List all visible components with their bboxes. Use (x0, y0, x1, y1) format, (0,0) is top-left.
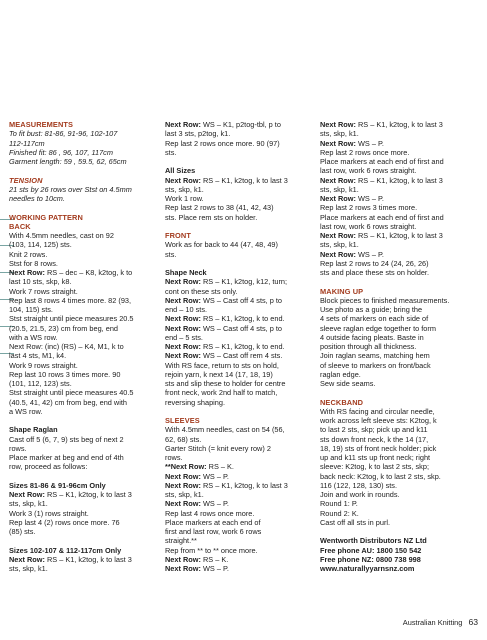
instruction-line (9, 379, 155, 388)
instruction-line (165, 277, 313, 286)
back-instructions (9, 231, 155, 416)
instruction-line (9, 518, 155, 527)
row-text: WS – P. (200, 471, 229, 481)
instruction-line: Work as for back to 44 (47, 48, 49) (165, 240, 278, 250)
row-text: Rep from ** to ** once more. (165, 545, 258, 555)
row-label: Next Row: (320, 175, 356, 185)
instruction-line (165, 398, 313, 407)
row-label: Next Row: (165, 175, 201, 185)
instruction-line (165, 499, 313, 508)
making-up-heading: MAKING UP (320, 286, 364, 296)
row-text: (85) sts. (9, 527, 36, 536)
row-text: sts, skp, k1. (320, 240, 359, 250)
shape-neck-instructions (165, 277, 313, 407)
row-text: WS – Cast off 4 sts, p to (200, 295, 282, 305)
row-text: With RS face, return to sts on hold, (165, 360, 279, 370)
instruction-line (9, 361, 155, 370)
neckband-instructions (320, 407, 478, 527)
row-text: WS – Cast off 4 sts, p to (200, 323, 282, 333)
distributor-name: Wentworth Distributors NZ Ltd (320, 536, 427, 546)
instruction-line: Round 2: K. (320, 508, 359, 518)
row-text: WS – P. (355, 249, 384, 259)
sleeves-heading: SLEEVES (165, 416, 200, 425)
shape-neck-heading: Shape Neck (165, 268, 207, 277)
magazine-name: Australian Knitting (402, 618, 463, 627)
row-text: Next Row: (inc) (RS) – K4, M1, k to (9, 342, 124, 351)
instruction-line (9, 370, 155, 379)
instruction-line: 4 sets of markers on each side of (320, 314, 429, 324)
instruction-line: up and k11 sts up front neck; right (320, 453, 431, 462)
instruction-line: 116 (122, 128, 130) sts. (320, 480, 398, 490)
instruction-line: sts. (165, 249, 177, 259)
front-heading: FRONT (165, 231, 191, 240)
row-text: RS – K. (206, 462, 234, 472)
instruction-line: Block pieces to finished measurements. (320, 295, 450, 305)
row-text: Garter Stitch (= knit every row) 2 (165, 443, 271, 453)
instruction-line: to last 2 sts, skp; pick up and k11 (320, 425, 428, 435)
tension-line: 21 sts by 26 rows over Stst on 4.5mm (9, 184, 132, 194)
sizes-small-heading: Sizes 81-86 & 91-96cm Only (9, 480, 106, 490)
instruction-line (165, 462, 313, 471)
instruction-line: rows. (9, 443, 27, 453)
sleeves-continued (320, 120, 478, 277)
instruction-line (165, 490, 313, 499)
working-pattern-heading: WORKING PATTERN (9, 212, 83, 222)
row-text: sts, skp, k1. (9, 564, 48, 573)
row-text: end – 10 sts. (165, 305, 208, 314)
instruction-line (165, 120, 313, 129)
instruction-line: With RS facing and circular needle, (320, 406, 435, 416)
page-number: 63 (468, 617, 478, 627)
row-text: WS – P. (200, 564, 229, 573)
row-text: Work 9 rows straight. (9, 360, 78, 370)
row-text: Rep last 2 rows to 24 (24, 26, 26) (320, 258, 429, 268)
instruction-line (320, 129, 478, 138)
row-label: Next Row: (320, 194, 356, 203)
instruction-line (165, 444, 313, 453)
instruction-line (165, 148, 313, 157)
instruction-line (9, 324, 155, 333)
instruction-line: of sleeve to markers on front/back (320, 360, 431, 370)
instruction-line (165, 453, 313, 462)
row-text: first and last row, work 6 rows (165, 527, 262, 536)
row-label: **Next Row: (165, 462, 207, 472)
instruction-line (9, 259, 155, 268)
row-text: Rep last 4 rows once more. (165, 508, 255, 518)
instruction-line (320, 139, 478, 148)
row-text: last 4 sts, M1, k4. (9, 351, 67, 361)
instruction-line: Round 1: P. (320, 499, 358, 509)
instruction-line (165, 370, 313, 379)
all-sizes-instructions (165, 176, 313, 222)
instruction-line (320, 268, 478, 277)
instruction-line (9, 305, 155, 314)
neckband-heading: NECKBAND (320, 397, 364, 407)
instruction-line: back neck: K2tog, k to last 2 sts, skp. (320, 471, 441, 481)
row-text: straight.** (165, 536, 197, 546)
row-text: RS – K1, k2tog, k to last 3 (44, 554, 132, 564)
instruction-line (320, 176, 478, 185)
instruction-line: Use photo as a guide; bring the (320, 305, 423, 314)
row-text: (40.5, 41, 42) cm from beg, end with (9, 397, 127, 407)
instruction-line (9, 296, 155, 305)
row-text: (101, 112, 123) sts. (9, 379, 72, 388)
instruction-line (165, 379, 313, 388)
instruction-line: Sew side seams. (320, 379, 376, 388)
instruction-line: sleeve raglan edge together to form (320, 323, 436, 333)
row-text: rows. (165, 453, 183, 462)
row-text: RS – K1, k2tog, k to last 3 (200, 480, 288, 490)
instruction-line (9, 231, 155, 240)
instruction-line (9, 388, 155, 397)
instruction-line: work across left sleeve sts: K2tog, k (320, 416, 437, 425)
row-text: WS – Cast off rem 4 sts. (200, 351, 283, 361)
row-text: sts, skp, k1. (9, 499, 48, 509)
instruction-line (320, 166, 478, 175)
row-text: With 4.5mm needles, cast on 92 (9, 231, 114, 240)
instruction-line: Cast off 5 (6, 7, 9) sts beg of next 2 (9, 434, 124, 444)
row-text: sts, skp, k1. (165, 490, 204, 499)
instruction-line (165, 425, 313, 434)
row-text: Stst straight until piece measures 20.5 (9, 314, 134, 324)
to-fit-bust-cont: 112-117cm (9, 138, 45, 148)
instruction-line (165, 518, 313, 527)
to-fit-bust: To fit bust: 81-86, 91-96, 102-107 (9, 129, 118, 139)
row-label: Next Row: (9, 554, 45, 564)
instruction-line: raglan edge. (320, 369, 361, 379)
instruction-line (320, 203, 478, 212)
row-text: 62, 68) sts. (165, 434, 202, 444)
row-text: sts, skp, k1. (165, 184, 204, 194)
row-text: sts and place these sts on holder. (320, 268, 430, 277)
sizes-small-instructions (9, 490, 155, 536)
row-label: Next Row: (165, 480, 201, 490)
instruction-line (165, 435, 313, 444)
row-text: Place markers at each end of first and (320, 157, 444, 166)
instruction-line (165, 555, 313, 564)
instruction-line (9, 351, 155, 360)
instruction-line (9, 509, 155, 518)
row-label: Next Row: (165, 564, 201, 573)
row-text: reversing shaping. (165, 397, 226, 407)
instruction-line (165, 194, 313, 203)
row-text: sts and slip these to holder for centre (165, 379, 286, 388)
row-label: Next Row: (165, 120, 201, 129)
instruction-line (9, 407, 155, 416)
phone-nz: Free phone NZ: 0800 738 998 (320, 554, 421, 564)
instruction-line (9, 287, 155, 296)
instruction-line: Place marker at beg and end of 4th (9, 453, 124, 462)
row-text: RS – K1, k2tog, k to last 3 (200, 175, 288, 185)
instruction-line (165, 342, 313, 351)
instruction-line (165, 305, 313, 314)
row-label: Next Row: (320, 138, 356, 148)
tension-heading: TENSION (9, 175, 43, 185)
instruction-line: sleeve: K2tog, k to last 2 sts, skp; (320, 462, 429, 472)
front-instructions (165, 240, 313, 259)
row-label: Next Row: (165, 314, 201, 324)
row-text: with a WS row. (9, 332, 58, 342)
row-text: Rep last 2 rows once more. (320, 147, 410, 157)
instruction-line (320, 148, 478, 157)
column-1 (9, 120, 155, 573)
shape-raglan-heading: Shape Raglan (9, 425, 58, 435)
row-text: Knit 2 rows. (9, 249, 48, 259)
row-text: WS – K1, p2tog-tbl, p to (200, 120, 281, 129)
row-text: With 4.5mm needles, cast on 54 (56, (165, 425, 285, 435)
phone-au: Free phone AU: 1800 150 542 (320, 545, 422, 555)
instruction-line (165, 536, 313, 545)
page-footer (403, 617, 478, 627)
raglan-continued (165, 120, 313, 157)
row-label: Next Row: (9, 490, 45, 499)
row-text: RS – K1, k2tog, k to last 3 (44, 490, 132, 499)
instruction-line: Cast off all sts in purl. (320, 517, 391, 527)
instruction-line: sts down front neck, k the 14 (17, (320, 434, 429, 444)
instruction-line (9, 240, 155, 249)
sizes-large-heading: Sizes 102-107 & 112-117cm Only (9, 545, 122, 555)
row-text: Work 3 (1) rows straight. (9, 508, 89, 518)
instruction-line (165, 388, 313, 397)
row-text: RS – K1, k2tog, k to end. (200, 342, 285, 351)
instruction-line (165, 176, 313, 185)
row-label: Next Row: (165, 295, 201, 305)
instruction-line (9, 250, 155, 259)
tension-line: needles to 10cm. (9, 194, 65, 203)
row-text: Rep last 2 rows to 38 (41, 42, 43) (165, 203, 274, 213)
row-text: Place markers at each end of (165, 517, 261, 527)
row-text: 104, 115) sts. (9, 305, 53, 314)
instruction-line (9, 398, 155, 407)
sizes-large-instructions (9, 555, 155, 574)
row-label: Next Row: (165, 277, 201, 287)
row-text: last 10 sts, skp, k8. (9, 277, 72, 287)
row-text: RS – K1, k2tog, k to last 3 (355, 231, 443, 240)
instruction-line: Join and work in rounds. (320, 490, 400, 499)
instruction-line (165, 314, 313, 323)
instruction-line (165, 481, 313, 490)
instruction-line (320, 185, 478, 194)
instruction-line (165, 351, 313, 360)
measurements-heading: MEASUREMENTS (9, 120, 74, 129)
back-heading: BACK (9, 221, 31, 231)
row-text: sts, skp, k1. (320, 129, 359, 139)
row-text: RS – K1, k2tog, k12, turn; (200, 277, 288, 287)
garment-length: Garment length: 59 , 59.5, 62, 65cm (9, 157, 127, 166)
website-link[interactable]: www.naturallyyarnsnz.com (320, 564, 415, 573)
row-label: Next Row: (165, 554, 201, 564)
column-2 (165, 120, 313, 573)
instruction-line (165, 287, 313, 296)
column-3 (320, 120, 478, 573)
row-label: Next Row: (165, 342, 201, 351)
row-text: (20.5, 21.5, 23) cm from beg, end (9, 323, 118, 333)
row-text: Rep last 4 (2) rows once more. 76 (9, 517, 120, 527)
row-label: Next Row: (165, 323, 201, 333)
row-text: WS – P. (355, 138, 384, 148)
instruction-line (320, 240, 478, 249)
row-text: sts. Place rem sts on holder. (165, 212, 258, 222)
row-text: Stst for 8 rows. (9, 258, 58, 268)
instruction-line (9, 490, 155, 499)
instruction-line (320, 231, 478, 240)
instruction-line (165, 527, 313, 536)
row-text: rejoin yarn, k next 14 (17, 18, 19) (165, 369, 273, 379)
row-text: WS – P. (200, 499, 229, 509)
shape-raglan-instructions (9, 435, 155, 472)
instruction-line (165, 213, 313, 222)
row-text: Rep last 2 rows once more. 90 (97) (165, 138, 280, 148)
instruction-line: position through all thickness. (320, 342, 417, 351)
instruction-line (320, 222, 478, 231)
row-text: RS – K. (200, 554, 229, 564)
row-text: Rep last 10 rows 3 times more. 90 (9, 369, 121, 379)
row-label: Next Row: (320, 249, 356, 259)
instruction-line: 4 outside facing pleats. Baste in (320, 332, 424, 342)
row-text: last row, work 6 rows straight. (320, 221, 417, 231)
row-text: Stst straight until piece measures 40.5 (9, 388, 134, 398)
instruction-line (165, 546, 313, 555)
row-label: Next Row: (165, 471, 201, 481)
row-text: Work 7 rows straight. (9, 286, 78, 296)
instruction-line: 18, 19) sts of front neck holder; pick (320, 443, 437, 453)
row-text: Place markers at each end of first and (320, 212, 444, 222)
finished-fit: Finished fit: 86 , 96, 107, 117cm (9, 147, 113, 157)
sleeves-instructions (165, 425, 313, 573)
row-text: a WS row. (9, 406, 43, 416)
row-text: last 3 sts, p2tog, k1. (165, 129, 231, 139)
instruction-line (165, 361, 313, 370)
row-text: RS – K1, k2tog, k to last 3 (355, 175, 443, 185)
row-label: Next Row: (320, 120, 356, 129)
instruction-line (9, 268, 155, 277)
row-text: Work 1 row. (165, 194, 204, 203)
row-text: Rep last 8 rows 4 times more. 82 (93, (9, 295, 132, 305)
instruction-line (9, 555, 155, 564)
instruction-line (165, 472, 313, 481)
instruction-line (9, 277, 155, 286)
row-text: Rep last 2 rows 3 times more. (320, 203, 418, 213)
instruction-line (320, 250, 478, 259)
instruction-line (165, 203, 313, 212)
row-text: RS – K1, k2tog, k to last 3 (355, 120, 443, 129)
row-text: front neck, work 2nd half to match, (165, 388, 278, 398)
row-label: Next Row: (165, 499, 201, 509)
instruction-line (165, 296, 313, 305)
instruction-line (320, 259, 478, 268)
instruction-line (165, 564, 313, 573)
instruction-line (320, 194, 478, 203)
instruction-line (165, 185, 313, 194)
instruction-line (165, 509, 313, 518)
instruction-line: Join raglan seams, matching hem (320, 351, 430, 361)
row-text: end – 5 sts. (165, 332, 203, 342)
row-text: RS – K1, k2tog, k to end. (200, 314, 285, 324)
instruction-line (320, 213, 478, 222)
instruction-line (165, 324, 313, 333)
all-sizes-heading: All Sizes (165, 166, 196, 176)
instruction-line (9, 527, 155, 536)
row-text: last row, work 6 rows straight. (320, 166, 417, 176)
instruction-line (9, 314, 155, 323)
row-text: WS – P. (355, 194, 384, 203)
instruction-line (9, 333, 155, 342)
row-text: sts. (165, 147, 177, 157)
row-label: Next Row: (165, 351, 201, 361)
instruction-line (9, 499, 155, 508)
row-text: sts, skp, k1. (320, 184, 359, 194)
instruction-line (9, 564, 155, 573)
instruction-line (165, 333, 313, 342)
instruction-line (9, 342, 155, 351)
instruction-line: row, proceed as follows: (9, 462, 88, 472)
row-text: (103, 114, 125) sts. (9, 240, 72, 250)
row-text: cont on these sts only. (165, 286, 238, 296)
making-up-instructions (320, 296, 478, 389)
instruction-line (165, 139, 313, 148)
instruction-line (165, 129, 313, 138)
row-label: Next Row: (320, 231, 356, 240)
instruction-line (320, 157, 478, 166)
instruction-line (320, 120, 478, 129)
row-text: RS – dec – K8, k2tog, k to (44, 268, 133, 277)
row-label: Next Row: (9, 268, 45, 277)
